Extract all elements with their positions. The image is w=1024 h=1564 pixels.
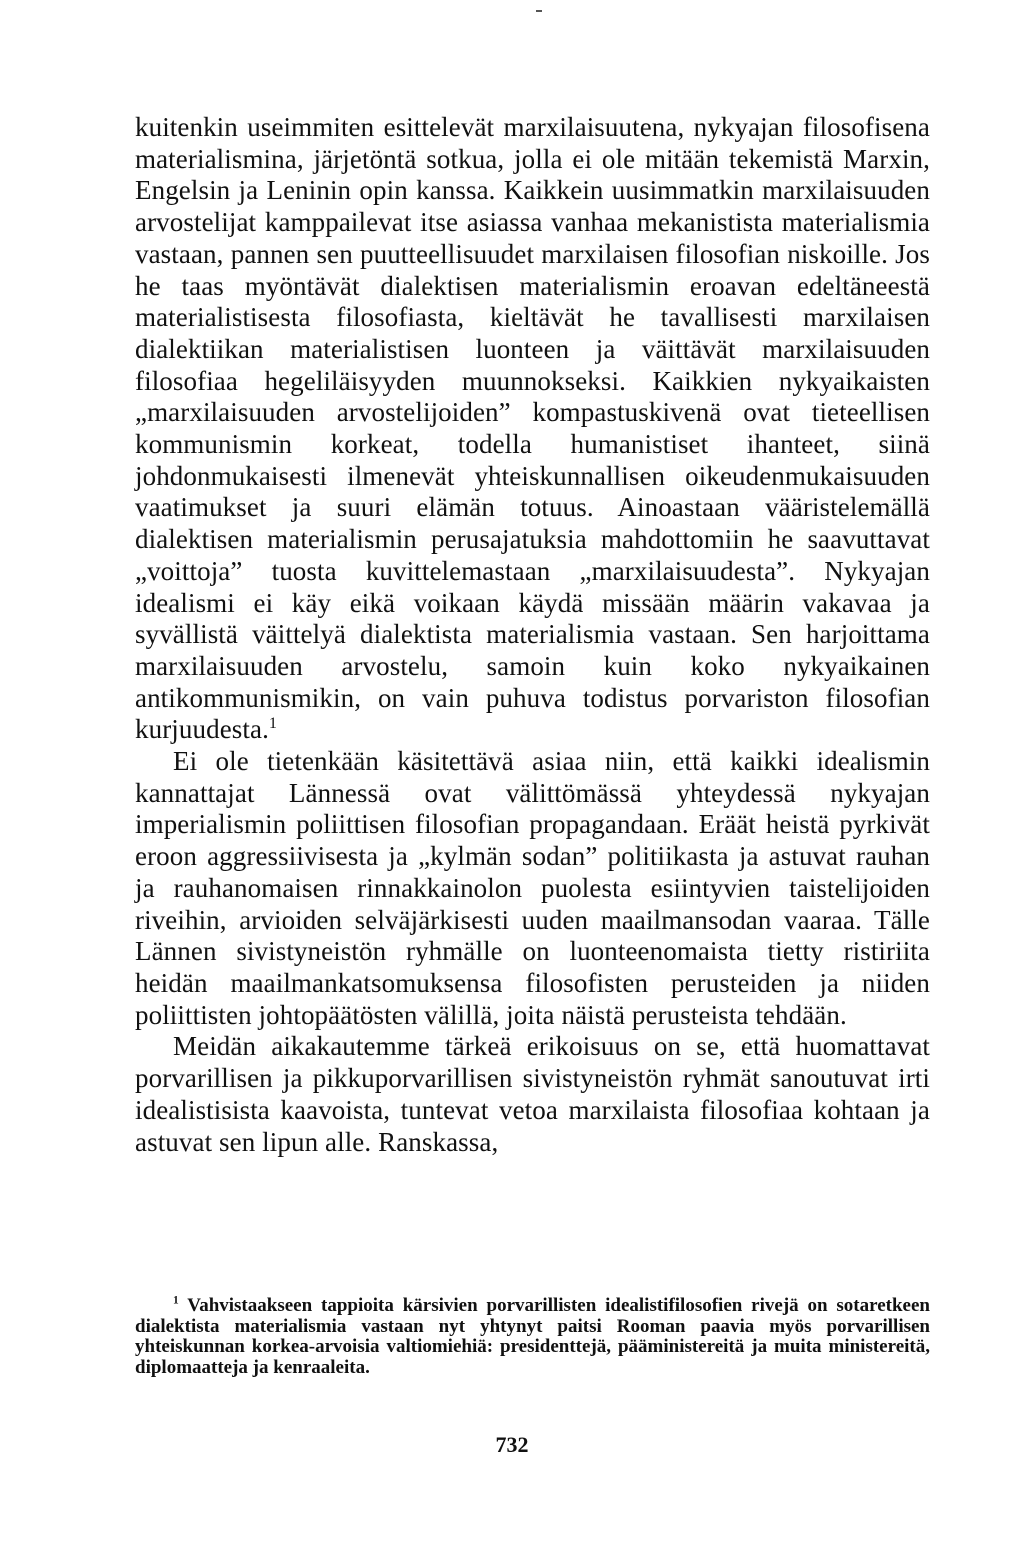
footnote-text: Vahvistaakseen tappioita kärsivien porvarillisten idealistifilosofien rivejä on sotaretkeen dialektista materialismia vastaan nyt yhtynyt paitsi Rooman paavia myös porvarillisen yhteiskunnan korkea-arvoisia valtiomiehiä: presidenttejä, pääministereitä ja muita ministereitä, diplomaatteja ja kenraaleita. [135, 1295, 930, 1378]
paragraph-1 [135, 112, 930, 746]
footnote-paragraph [135, 1296, 930, 1378]
paragraph-3-text: Meidän aikakautemme tärkeä erikoisuus on se, että huomattavat porvarillisen ja pikkuporvarillisen sivistyneistön ryhmät sanoutuvat irti idealistisista kaavoista, tuntevat vetoa marxilaista filosofiaa kohtaan ja astuvat sen lipun alle. Ranskassa, [135, 1031, 930, 1157]
footnote-reference: 1 [268, 714, 278, 733]
main-text [135, 112, 930, 1158]
paragraph-2 [135, 746, 930, 1031]
paragraph-3 [135, 1031, 930, 1158]
footnote-marker: 1 [173, 1294, 179, 1307]
paragraph-2-text: Ei ole tietenkään käsitettävä asiaa niin, että kaikki idealismin kannattajat Lännessä ovat välittömässä yhteydessä nykyajan imperialismin poliittisen filosofian propagandaan. Eräät heistä pyrkivät eroon aggressiivisesta ja „kylmän sodan” politiikasta ja astuvat rauhan ja rauhanomaisen rinnakkainolon puolesta esiintyvien taistelijoiden riveihin, arvioiden selväjärkisesti uuden maailmansodan vaaraa. Tälle Lännen sivistyneistön ryhmälle on luonteenomaista tietty ristiriita heidän maailmankatsomuksensa filosofisten perusteiden ja niiden poliittisten johtopäätösten välillä, joita näistä perusteista tehdään. [135, 746, 930, 1030]
page-number: 732 [495, 1432, 529, 1457]
print-speck [536, 10, 542, 12]
footnote [135, 1296, 930, 1378]
paragraph-1-text: kuitenkin useimmiten esittelevät marxilaisuutena, nykyajan filosofisena materialismina, järjetöntä sotkua, jolla ei ole mitään tekemistä Marxin, Engelsin ja Leninin opin kanssa. Kaikkein uusimmatkin marxilaisuuden arvostelijat kamppailevat itse asiassa vanhaa mekanistista materialismia vastaan, pannen sen puutteellisuudet marxilaisen filosofian niskoille. Jos he taas myöntävät dialektisen materialismin eroavan edeltäneestä materialistisesta filosofiasta, kieltävät he tavallisesti marxilaisen dialektiikan materialistisen luonteen ja väittävät marxilaisuuden filosofiaa hegeliläisyyden muunnokseksi. Kaikkien nykyaikaisten „marxilaisuuden arvostelijoiden” kompastuskivenä ovat tieteellisen kommunismin korkeat, todella humanistiset ihanteet, siinä johdonmukaisesti ilmenevät yhteiskunnallisen oikeudenmukaisuuden vaatimukset ja suuri elämän totuus. Ainoastaan vääristelemällä dialektisen materialismin perusajatuksia mahdottomiin he saavuttavat „voittoja” tuosta kuvittelemastaan „marxilaisuudesta”. Nykyajan idealismi ei käy eikä voikaan käydä missään määrin vakavaa ja syvällistä väittelyä dialektista materialismia vastaan. Sen harjoittama marxilaisuuden arvostelu, samoin kuin koko nykyaikainen antikommunismikin, on vain puhuva todistus porvariston filosofian kurjuudesta. [135, 112, 930, 745]
